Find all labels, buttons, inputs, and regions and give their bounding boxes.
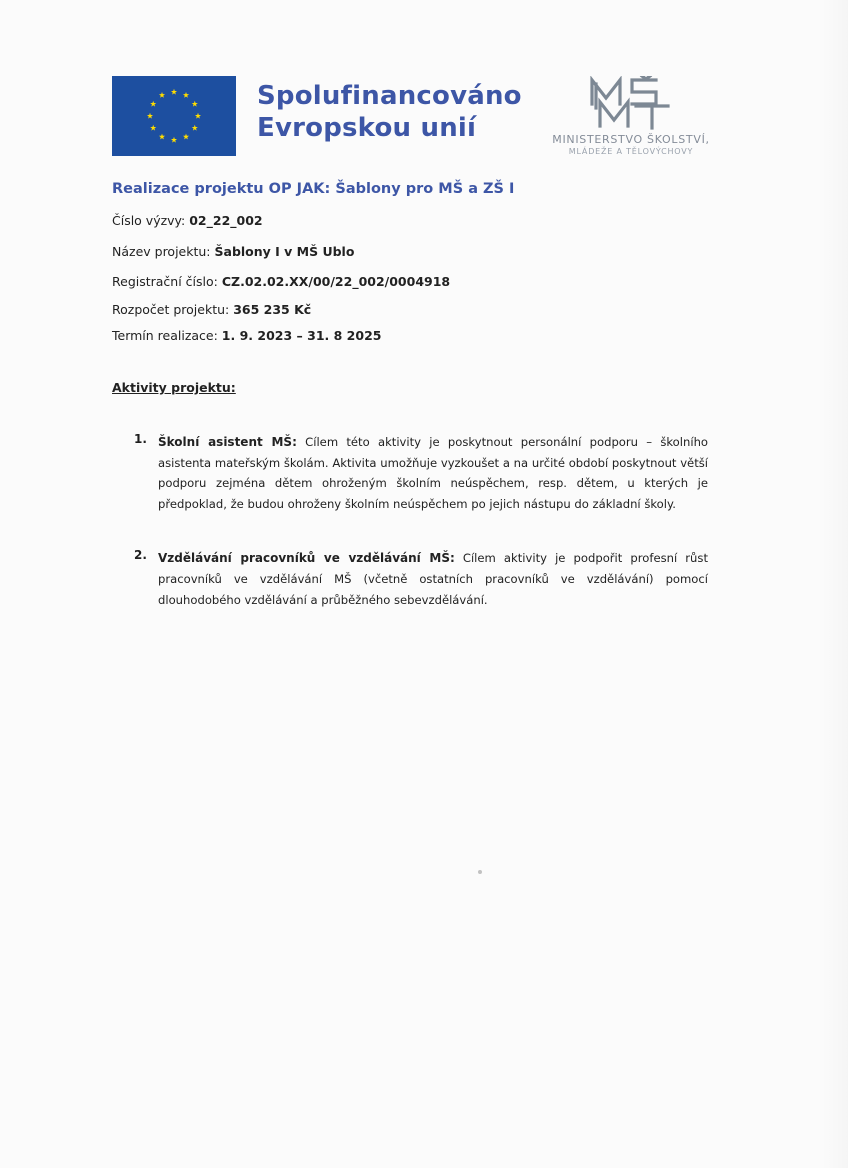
activity-description: Cílem této aktivity je poskytnout personální podporu – školního asistenta mateřským školám. Aktivita umožňuje vyzkoušet a na určité období poskytnout větší podporu zejména dětem ohroženým školním neúspěchem, resp. dětem, u kterých je předpoklad, že budou ohroženy školním neúspěchem po jejich nástupu do základní školy. (158, 435, 709, 511)
eu-star-icon (192, 125, 198, 131)
eu-star-icon (171, 137, 177, 143)
activity-heading: Školní asistent MŠ: (158, 435, 297, 449)
scan-speck (478, 870, 482, 874)
info-call-number (112, 213, 263, 228)
info-label: Termín realizace: (112, 328, 222, 343)
scan-edge-shadow (822, 0, 848, 1168)
info-label: Název projektu: (112, 244, 215, 259)
eu-star-icon (192, 101, 198, 107)
eu-cofinancing-text (257, 80, 522, 144)
project-title: Realizace projektu OP JAK: Šablony pro MŠ a ZŠ I (112, 181, 515, 197)
info-project-name (112, 244, 354, 259)
eu-text-line1: Spolufinancováno (257, 81, 522, 111)
eu-star-icon (150, 101, 156, 107)
info-value: Šablony I v MŠ Ublo (214, 244, 355, 259)
activity-text (158, 432, 708, 514)
info-term (112, 328, 381, 343)
activity-text (158, 548, 708, 610)
eu-star-icon (171, 89, 177, 95)
eu-flag-logo (112, 76, 236, 156)
list-item-number: 1. (134, 432, 147, 446)
activity-heading: Vzdělávání pracovníků ve vzdělávání MŠ: (158, 551, 455, 566)
info-label: Číslo výzvy: (112, 213, 190, 228)
activity-description: Cílem aktivity je podpořit profesní růst pracovníků ve vzdělávání MŠ (včetně ostatních pracovníků ve vzdělávání) pomocí dlouhodobého vzdělávání a průběžného sebevzdělávání. (158, 551, 708, 607)
info-value: 1. 9. 2023 – 31. 8 2025 (221, 328, 382, 343)
eu-text-line2: Evropskou unií (257, 113, 477, 143)
eu-star-icon (159, 134, 165, 140)
info-label: Rozpočet projektu: (112, 302, 234, 317)
info-value: 365 235 Kč (233, 302, 312, 317)
list-item-number: 2. (134, 548, 147, 563)
eu-star-icon (159, 92, 165, 98)
activities-list (112, 432, 708, 644)
msmt-logo (536, 76, 726, 162)
eu-stars-icon (112, 76, 236, 156)
eu-star-icon (150, 125, 156, 131)
list-item (112, 548, 708, 610)
msmt-monogram-icon (586, 76, 676, 130)
eu-star-icon (183, 134, 189, 140)
ministry-name-line2: MLÁDEŽE A TĚLOVÝCHOVY (568, 147, 694, 156)
info-budget (112, 302, 311, 317)
info-registration-number (112, 274, 450, 289)
info-value: CZ.02.02.XX/00/22_002/0004918 (221, 274, 451, 289)
eu-star-icon (147, 113, 153, 119)
section-heading-activities: Aktivity projektu: (112, 380, 236, 395)
eu-star-icon (195, 113, 201, 119)
info-label: Registrační číslo: (112, 274, 222, 289)
eu-star-icon (183, 92, 189, 98)
ministry-name-line1: MINISTERSTVO ŠKOLSTVÍ, (552, 133, 710, 146)
info-value: 02_22_002 (189, 213, 263, 228)
list-item (112, 432, 708, 514)
